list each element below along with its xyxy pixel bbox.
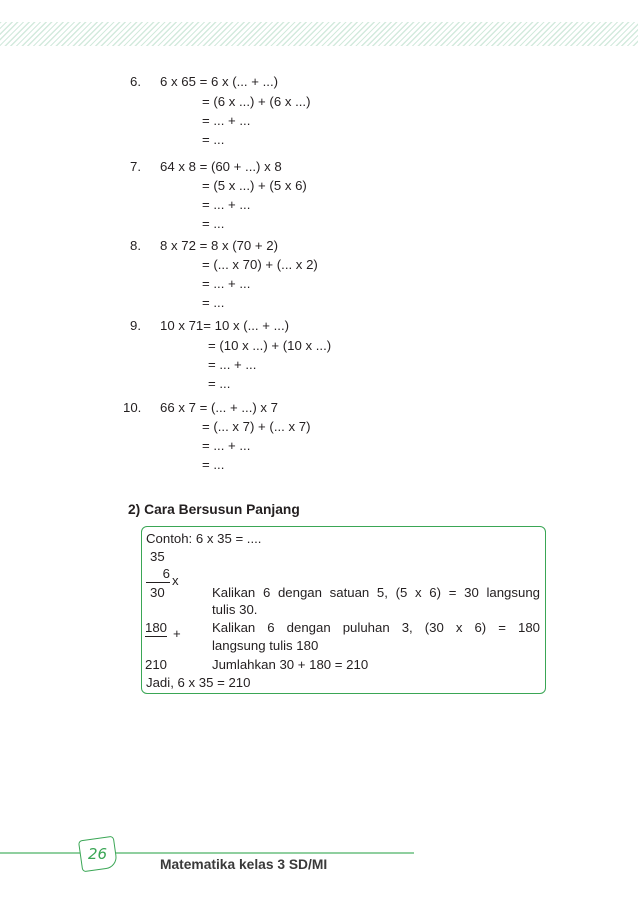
problem-line: = ... + ...: [202, 113, 251, 128]
problem-line: 66 x 7 = (... + ...) x 7: [160, 400, 279, 415]
partial-product-2: 180: [145, 620, 168, 635]
problem-line: = (5 x ...) + (5 x 6): [202, 178, 307, 193]
problem-line: = ... + ...: [202, 438, 251, 453]
footer-rule-left: [0, 852, 86, 854]
multiply-sign: x: [172, 573, 179, 588]
problem-line: = (6 x ...) + (6 x ...): [202, 94, 311, 109]
step-note-1: Kalikan 6 dengan satuan 5, (5 x 6) = 30 langsung: [212, 585, 540, 600]
multiplicand: 35: [150, 549, 165, 564]
problem-line: = ...: [202, 295, 225, 310]
problem-line: = ...: [202, 457, 225, 472]
header-stripe-band: [0, 22, 638, 46]
problem-line: = ...: [202, 216, 225, 231]
problem-line: = (10 x ...) + (10 x ...): [208, 338, 332, 353]
step-note-2-cont: langsung tulis 180: [212, 638, 319, 653]
problem-line: 64 x 8 = (60 + ...) x 8: [160, 159, 282, 174]
plus-sign: +: [173, 626, 181, 641]
problem-line: = (... x 7) + (... x 7): [202, 419, 311, 434]
step-note-1-cont: tulis 30.: [212, 602, 258, 617]
step-note-3: Jumlahkan 30 + 180 = 210: [212, 657, 369, 672]
multiplier: 6: [146, 566, 170, 583]
problem-line: 8 x 72 = 8 x (70 + 2): [160, 238, 279, 253]
problem-line: 6 x 65 = 6 x (... + ...): [160, 74, 279, 89]
problem-line: = ... + ...: [208, 357, 257, 372]
page-number: 26: [88, 845, 108, 863]
problem-line: = ... + ...: [202, 276, 251, 291]
example-heading: Contoh: 6 x 35 = ....: [146, 531, 262, 546]
problem-number: 7.: [130, 159, 141, 174]
problem-number: 8.: [130, 238, 141, 253]
sum-total: 210: [145, 657, 168, 672]
partial-product-1: 30: [150, 585, 165, 600]
problem-line: = ...: [202, 132, 225, 147]
problem-line: = ... + ...: [202, 197, 251, 212]
problem-number: 10.: [123, 400, 142, 415]
problem-number: 9.: [130, 318, 141, 333]
footer-rule-right: [114, 852, 414, 854]
example-conclusion: Jadi, 6 x 35 = 210: [146, 675, 251, 690]
problem-number: 6.: [130, 74, 141, 89]
problem-line: = (... x 70) + (... x 2): [202, 257, 318, 272]
problem-line: = ...: [208, 376, 231, 391]
step-note-2: Kalikan 6 dengan puluhan 3, (30 x 6) = 180: [212, 620, 540, 635]
page-number-tab: [78, 836, 118, 873]
problem-line: 10 x 71= 10 x (... + ...): [160, 318, 290, 333]
book-title: Matematika kelas 3 SD/MI: [160, 857, 328, 872]
section-title: 2) Cara Bersusun Panjang: [128, 502, 300, 517]
